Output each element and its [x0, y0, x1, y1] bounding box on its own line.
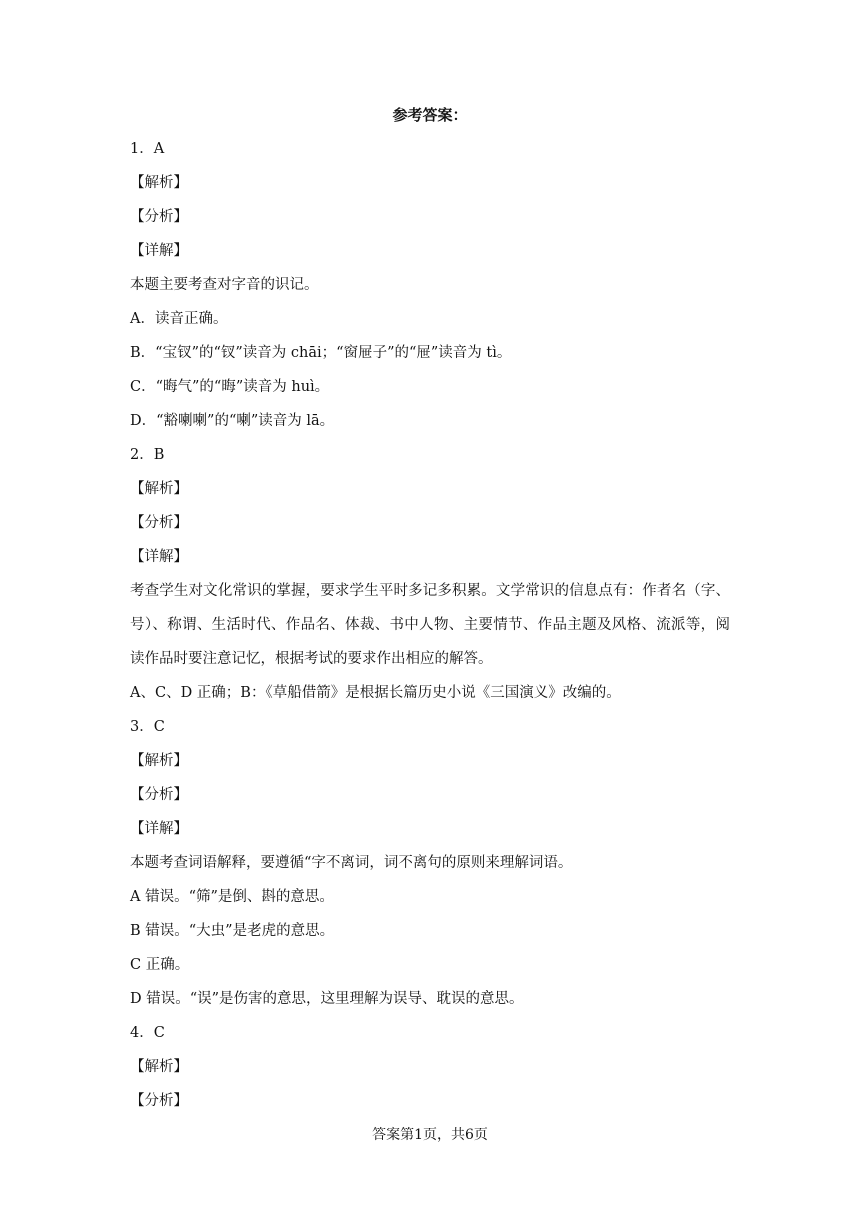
q3-answer: 3．C — [130, 719, 165, 735]
q3-option-b: B 错误。“大虫”是老虎的意思。 — [130, 923, 335, 939]
answer-content — [130, 132, 730, 1118]
q1-analysis-heading: 【解析】 — [130, 175, 188, 191]
page-footer: 答案第1页，共6页 — [372, 1127, 488, 1143]
q1-option-d: D．“豁喇喇”的“喇”读音为 lā。 — [130, 413, 335, 429]
q2-breakdown-heading: 【分析】 — [130, 515, 188, 531]
q3-option-c: C 正确。 — [130, 957, 190, 973]
q1-intro: 本题主要考查对字音的识记。 — [130, 277, 319, 293]
q2-analysis-heading: 【解析】 — [130, 481, 188, 497]
q3-breakdown-heading: 【分析】 — [130, 787, 188, 803]
q1-breakdown-heading: 【分析】 — [130, 209, 188, 225]
q3-detail-heading: 【详解】 — [130, 821, 188, 837]
q1-answer: 1．A — [130, 141, 165, 157]
q2-conclusion: A、C、D 正确；B：《草船借箭》是根据长篇历史小说《三国演义》改编的。 — [130, 685, 621, 701]
q3-intro: 本题考查词语解释，要遵循“字不离词，词不离句的原则来理解词语。 — [130, 855, 573, 871]
q3-option-d: D 错误。“误”是伤害的意思，这里理解为误导、耽误的意思。 — [130, 991, 524, 1007]
q3-option-a: A 错误。“筛”是倒、斟的意思。 — [130, 889, 334, 905]
page-title: 参考答案： — [392, 106, 468, 124]
q4-answer: 4．C — [130, 1025, 165, 1041]
q2-detail-heading: 【详解】 — [130, 549, 188, 565]
q2-explanation: 考查学生对文化常识的掌握，要求学生平时多记多积累。文学常识的信息点有：作者名（字、号）、称谓、生活时代、作品名、体裁、书中人物、主要情节、作品主题及风格、流派等，阅读作品时要注意记忆，根据考试的要求作出相应的解答。 — [130, 583, 730, 667]
q2-answer: 2．B — [130, 447, 165, 463]
q1-option-a: A．读音正确。 — [130, 311, 228, 327]
q1-option-c: C．“晦气”的“晦”读音为 huì。 — [130, 379, 330, 395]
q4-analysis-heading: 【解析】 — [130, 1059, 188, 1075]
q3-analysis-heading: 【解析】 — [130, 753, 188, 769]
q1-detail-heading: 【详解】 — [130, 243, 188, 259]
q1-option-b: B．“宝钗”的“钗”读音为 chāi；“窗屉子”的“屉”读音为 tì。 — [130, 345, 512, 361]
q4-breakdown-heading: 【分析】 — [130, 1093, 188, 1109]
